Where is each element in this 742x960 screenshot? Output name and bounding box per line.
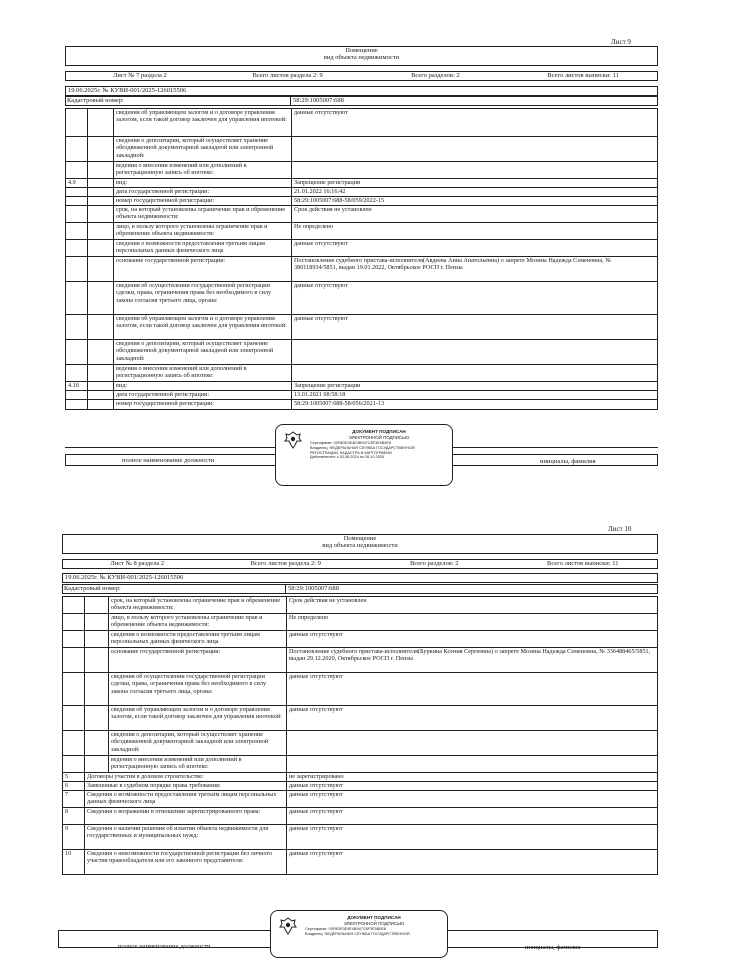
row-value: 58:29:1005007:688-58/059/2022-15 — [292, 197, 658, 206]
row-label: сведения об управляющем залогом и о договоре управления залогом, если такой договор заключен для управления ипотекой: — [109, 706, 287, 731]
table-row — [66, 162, 658, 179]
row-number — [63, 706, 85, 731]
row-label: сведения об осуществлении государственной регистрации сделки, права, ограничения права без необходимого в силу закона согласия третьего лица, органа: — [114, 282, 292, 315]
row-label: вид: — [114, 382, 292, 391]
object-type-caption: вид объекта недвижимости — [322, 542, 398, 550]
table-row — [63, 706, 658, 731]
row-label: Заявленные в судебном порядке права требования: — [85, 782, 287, 791]
table-row — [63, 631, 658, 648]
e-signature-stamp — [275, 424, 453, 486]
row-indent — [85, 706, 109, 731]
table-row — [66, 188, 658, 197]
row-value: данные отсутствуют — [287, 808, 658, 825]
row-indent — [88, 162, 114, 179]
stamp-owner-cont: РЕГИСТРАЦИИ, КАДАСТРА И КАРТОГРАФИИ — [310, 450, 392, 455]
table-row — [63, 648, 658, 673]
section-info — [62, 559, 658, 569]
position-caption: полное наименование должности — [122, 457, 215, 464]
object-header — [62, 534, 658, 554]
table-row — [66, 400, 658, 410]
total-sections: Всего разделов: 2 — [411, 72, 460, 80]
row-number: 10 — [63, 850, 85, 875]
object-type: Помещение — [343, 535, 377, 542]
total-sections: Всего разделов: 2 — [409, 560, 459, 568]
row-value: Срок действия не установлен — [292, 206, 658, 223]
row-value: Постановление судебного пристава-исполнителя(Авдеева Анна Анатольевна) о запрете Мозина Надежда Семеновна, № 380118934/5851, выдан 19.01.2022, Октябрьское РОСП г. Пензы — [292, 257, 658, 282]
row-label: Сведения о наличии решения об изъятии объекта недвижимости для государственных и муниципальных нужд: — [85, 825, 287, 850]
stamp-title: ДОКУМЕНТ ПОДПИСАН — [352, 429, 406, 434]
row-label: дата государственной регистрации: — [114, 391, 292, 400]
cadastral-row — [65, 96, 658, 106]
row-label: сведения об управляющем залогом и о договоре управления залогом, если такой договор заключен для управления ипотекой: — [114, 109, 292, 137]
row-label: сведения о возможности предоставления третьим лицам персональных данных физического лица — [114, 240, 292, 257]
table-row — [66, 340, 658, 365]
row-label: Договоры участия в долевом строительстве: — [85, 773, 287, 782]
row-indent — [88, 365, 114, 382]
row-number — [66, 162, 88, 179]
row-label: вид: — [114, 179, 292, 188]
row-number — [66, 188, 88, 197]
table-row — [66, 240, 658, 257]
cadastral-value: 58:29:1005007:688 — [291, 96, 658, 106]
row-indent — [88, 315, 114, 340]
cadastral-value: 58:29:1005007:688 — [286, 584, 658, 594]
sheet-in-section: Лист № 7 раздела 2 — [113, 72, 167, 80]
sheet-number: Лист 9 — [611, 38, 631, 46]
stamp-owner: Владелец: ФЕДЕРАЛЬНАЯ СЛУЖБА ГОСУДАРСТВЕННОЙ — [310, 445, 415, 450]
total-sheets-section: Всего листов раздела 2: 9 — [252, 72, 323, 80]
row-value: данные отсутствуют — [287, 791, 658, 808]
row-indent — [88, 109, 114, 137]
row-indent — [85, 631, 109, 648]
row-indent — [88, 206, 114, 223]
row-number — [66, 240, 88, 257]
table-row — [63, 782, 658, 791]
row-label: Сведения о возражении в отношении зарегистрированного права: — [85, 808, 287, 825]
row-number — [63, 614, 85, 631]
row-number — [66, 197, 88, 206]
row-number — [63, 731, 85, 756]
row-label: основание государственной регистрации: — [109, 648, 287, 673]
row-value: 58:29:1005007:688-58/056/2021-13 — [292, 400, 658, 410]
stamp-subtitle: ЭЛЕКТРОННОЙ ПОДПИСЬЮ — [343, 920, 405, 926]
row-label: Сведения о невозможности государственной регистрации без личного участия правообладателя или его законного представителя: — [85, 850, 287, 875]
table-row — [63, 825, 658, 850]
name-caption: инициалы, фамилия — [540, 458, 596, 465]
row-value: данные отсутствуют — [287, 825, 658, 850]
cadastral-label: Кадастровый номер: — [65, 96, 291, 106]
row-value — [292, 340, 658, 365]
table-row — [66, 197, 658, 206]
row-indent — [88, 382, 114, 391]
total-sheets-section: Всего листов раздела 2: 9 — [250, 560, 321, 568]
row-value: Запрещение регистрации — [292, 179, 658, 188]
sheet-number: Лист 10 — [608, 525, 632, 533]
stamp-valid: Действителен: с 02.08.2024 по 26.10.2025 — [310, 455, 385, 460]
coat-of-arms-icon — [277, 915, 299, 937]
total-sheets-extract: Всего листов выписки: 11 — [547, 72, 619, 80]
row-indent — [88, 340, 114, 365]
row-value — [287, 756, 658, 773]
row-label: лицо, в пользу которого установлены ограничение прав и обременение объекта недвижимости: — [114, 223, 292, 240]
row-value — [292, 365, 658, 382]
table-row — [63, 673, 658, 706]
row-value: данные отсутствуют — [287, 706, 658, 731]
stamp-certificate: Сертификат: 00F8DE3E4E4B947C8F3E5B0E8 — [305, 926, 387, 931]
document-number: 19.06.2025г. № КУВИ-001/2025-126015506 — [65, 86, 658, 96]
table-row — [63, 614, 658, 631]
row-number — [63, 648, 85, 673]
row-number — [63, 673, 85, 706]
table-row — [66, 206, 658, 223]
table-row — [66, 382, 658, 391]
row-number — [63, 597, 85, 614]
table-row — [66, 365, 658, 382]
row-number: 4.9 — [66, 179, 88, 188]
position-caption: полное наименование должности — [118, 943, 211, 950]
table-row — [66, 223, 658, 240]
table-row — [63, 773, 658, 782]
row-number — [66, 223, 88, 240]
row-value: Постановление судебного пристава-исполнителя(Буркина Ксения Сергеевна) о запрете Мозина Надежда Семеновна, № 336488465/5851, выдан 29.12.2020, Октябрьское РОСП г. Пензы — [287, 648, 658, 673]
row-label: основание государственной регистрации: — [114, 257, 292, 282]
e-signature-stamp — [270, 910, 448, 958]
row-label: срок, на который установлены ограничение прав и обременение объекта недвижимости: — [114, 206, 292, 223]
row-indent — [88, 282, 114, 315]
row-number: 5 — [63, 773, 85, 782]
row-indent — [88, 179, 114, 188]
row-number — [63, 756, 85, 773]
table-row — [66, 109, 658, 137]
row-value: Не определено — [287, 614, 658, 631]
row-label: лицо, в пользу которого установлены ограничение прав и обременение объекта недвижимости: — [109, 614, 287, 631]
row-label: дата государственной регистрации: — [114, 188, 292, 197]
object-type-caption: вид объекта недвижимости — [323, 54, 400, 62]
object-type: Помещение — [345, 47, 378, 54]
row-indent — [85, 648, 109, 673]
row-label: номер государственной регистрации: — [114, 197, 292, 206]
row-value: Не определено — [292, 223, 658, 240]
row-value — [292, 162, 658, 179]
row-number — [66, 391, 88, 400]
row-value: 13.01.2021 08:58:18 — [292, 391, 658, 400]
row-label: сведения о депозитарии, который осуществляет хранение обездвиженной документарной закладной или электронной закладной: — [114, 340, 292, 365]
row-number — [66, 206, 88, 223]
row-label: сведения о возможности предоставления третьим лицам персональных данных физического лица — [109, 631, 287, 648]
row-indent — [88, 240, 114, 257]
cadastral-row — [62, 584, 658, 594]
row-number: 8 — [63, 808, 85, 825]
row-number — [66, 109, 88, 137]
row-number — [66, 315, 88, 340]
document-number: 19.06.2025г. № КУВИ-001/2025-126015506 — [62, 573, 658, 583]
row-indent — [85, 597, 109, 614]
table-row — [63, 808, 658, 825]
row-value: данные отсутствуют — [287, 782, 658, 791]
row-label: срок, на который установлены ограничение прав и обременение объекта недвижимости: — [109, 597, 287, 614]
row-value — [287, 731, 658, 756]
row-indent — [85, 756, 109, 773]
row-indent — [88, 137, 114, 162]
row-number — [66, 365, 88, 382]
sheet-page-10 — [0, 520, 742, 960]
table-row — [63, 791, 658, 808]
row-label: сведения об осуществлении государственной регистрации сделки, права, ограничения права без необходимого в силу закона согласия третьего лица, органа: — [109, 673, 287, 706]
row-label: сведения о депозитарии, который осуществляет хранение обездвиженной документарной закладной или электронной закладной: — [109, 731, 287, 756]
row-value: данные отсутствуют — [287, 673, 658, 706]
sheet-in-section: Лист № 8 раздела 2 — [110, 560, 165, 568]
row-value: данные отсутствуют — [292, 240, 658, 257]
row-indent — [88, 257, 114, 282]
row-value: данные отсутствуют — [292, 109, 658, 137]
row-value: Запрещение регистрации — [292, 382, 658, 391]
row-label: ведения о внесении изменений или дополнений в регистрационную запись об ипотеке: — [114, 365, 292, 382]
row-number — [66, 400, 88, 410]
total-sheets-extract: Всего листов выписки: 11 — [547, 560, 619, 568]
row-label: ведения о внесении изменений или дополнений в регистрационную запись об ипотеке: — [114, 162, 292, 179]
row-number — [63, 631, 85, 648]
row-label: Сведения о возможности предоставления третьим лицам персональных данных физического лица — [85, 791, 287, 808]
section-info — [65, 71, 658, 81]
row-number — [66, 257, 88, 282]
row-indent — [88, 197, 114, 206]
row-value: Срок действия не установлен — [287, 597, 658, 614]
row-value: не зарегистрировано — [287, 773, 658, 782]
row-value: данные отсутствуют — [292, 315, 658, 340]
row-indent — [85, 731, 109, 756]
table-row — [63, 850, 658, 875]
stamp-title: ДОКУМЕНТ ПОДПИСАН — [347, 915, 401, 920]
row-number: 6 — [63, 782, 85, 791]
coat-of-arms-icon — [282, 429, 304, 451]
row-number — [66, 137, 88, 162]
table-row — [63, 597, 658, 614]
table-row — [63, 731, 658, 756]
row-indent — [85, 614, 109, 631]
row-number: 7 — [63, 791, 85, 808]
row-number: 9 — [63, 825, 85, 850]
row-indent — [88, 391, 114, 400]
row-number — [66, 340, 88, 365]
row-value: данные отсутствуют — [287, 631, 658, 648]
row-value: 21.01.2022 16:16:42 — [292, 188, 658, 197]
table-row — [63, 756, 658, 773]
object-header — [65, 46, 658, 66]
row-indent — [88, 400, 114, 410]
cadastral-label: Кадастровый номер: — [62, 584, 286, 594]
name-caption: инициалы, фамилия — [525, 944, 581, 951]
stamp-subtitle: ЭЛЕКТРОННОЙ ПОДПИСЬЮ — [348, 434, 410, 440]
table-row — [66, 179, 658, 188]
table-row — [66, 391, 658, 400]
table-row — [66, 282, 658, 315]
row-value: данные отсутствуют — [292, 282, 658, 315]
row-value — [292, 137, 658, 162]
row-indent — [88, 223, 114, 240]
table-row — [66, 257, 658, 282]
row-number — [66, 282, 88, 315]
row-label: ведения о внесении изменений или дополнений в регистрационную запись об ипотеке: — [109, 756, 287, 773]
row-number: 4.10 — [66, 382, 88, 391]
stamp-certificate: Сертификат: 00F8DE3E4E4B947C8F3E5B0E8 — [310, 440, 392, 445]
row-value: данные отсутствуют — [287, 850, 658, 875]
row-label: сведения об управляющем залогом и о договоре управления залогом, если такой договор заключен для управления ипотекой: — [114, 315, 292, 340]
encumbrance-table — [65, 108, 658, 410]
row-label: сведения о депозитарии, который осуществляет хранение обездвиженной документарной закладной или электронной закладной: — [114, 137, 292, 162]
row-indent — [85, 673, 109, 706]
table-row — [66, 315, 658, 340]
row-label: номер государственной регистрации: — [114, 400, 292, 410]
table-row — [66, 137, 658, 162]
encumbrance-table — [62, 596, 658, 875]
row-indent — [88, 188, 114, 197]
stamp-owner: Владелец: ФЕДЕРАЛЬНАЯ СЛУЖБА ГОСУДАРСТВЕННОЙ — [305, 931, 410, 936]
